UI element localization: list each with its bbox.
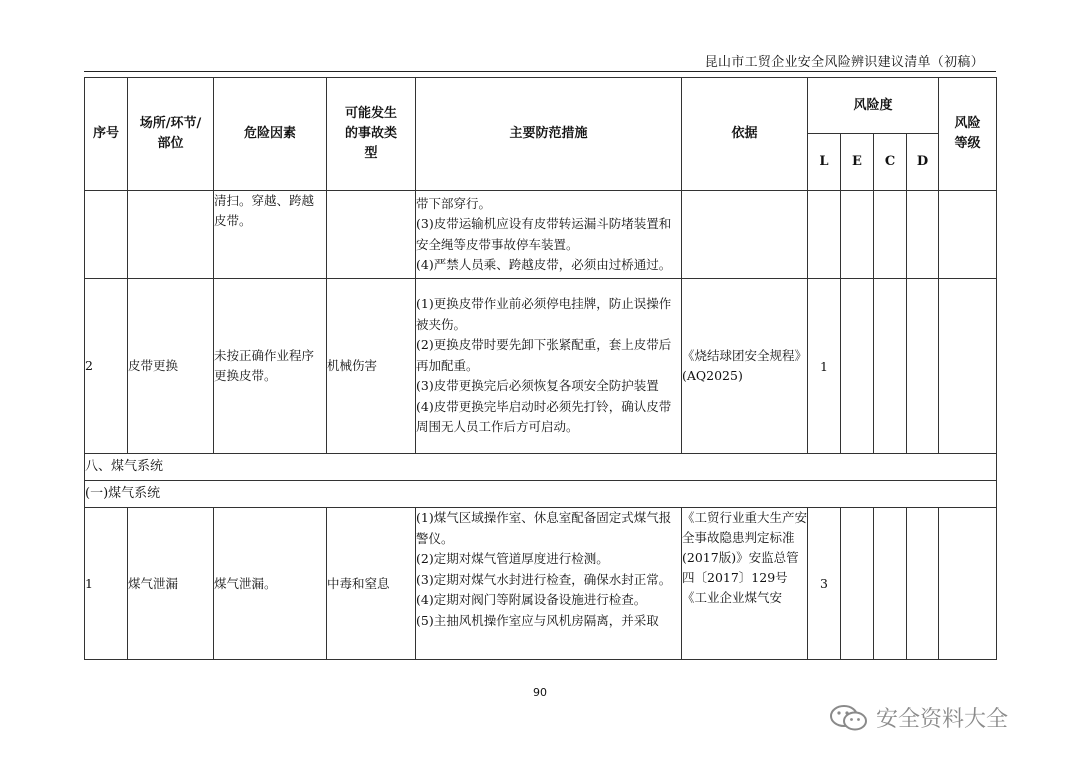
cell-seq: 2 xyxy=(85,279,128,454)
cell-E xyxy=(841,191,874,279)
measure-line: (1)更换皮带作业前必须停电挂牌，防止误操作被夹伤。 xyxy=(416,296,672,332)
cell-level xyxy=(939,508,997,660)
cell-measures xyxy=(416,508,682,660)
watermark-text: 安全资料大全 xyxy=(876,707,1009,732)
cell-seq: 1 xyxy=(85,508,128,660)
col-D-header: D xyxy=(907,134,939,191)
cell-L: 1 xyxy=(808,279,841,454)
col-level-header: 风险等级 xyxy=(939,78,997,191)
cell-location: 煤气泄漏 xyxy=(128,508,214,660)
col-C-header: C xyxy=(874,134,907,191)
cell-hazard: 清扫。穿越、跨越皮带。 xyxy=(214,191,327,279)
cell-measures xyxy=(416,191,682,279)
cell-level xyxy=(939,191,997,279)
cell-hazard: 未按正确作业程序更换皮带。 xyxy=(214,279,327,454)
col-risk-degree-header: 风险度 xyxy=(808,78,939,134)
section-heading: 八、煤气系统 xyxy=(85,454,997,481)
cell-L xyxy=(808,191,841,279)
measure-line: (4)定期对阀门等附属设备设施进行检查。 xyxy=(416,592,647,607)
wechat-icon xyxy=(828,703,870,733)
cell-L: 3 xyxy=(808,508,841,660)
section-row xyxy=(85,454,997,481)
measure-line: (3)皮带更换完后必须恢复各项安全防护装置 xyxy=(416,378,659,394)
header-row xyxy=(85,78,997,134)
cell-basis xyxy=(682,191,808,279)
cell-E xyxy=(841,508,874,660)
measure-line: (3)定期对煤气水封进行检查，确保水封正常。 xyxy=(416,571,672,587)
table-row xyxy=(85,508,997,660)
risk-table xyxy=(84,77,997,660)
cell-accident xyxy=(327,191,416,279)
document-header-title: 昆山市工贸企业安全风险辨识建议清单（初稿） xyxy=(704,55,984,70)
cell-basis: 《烧结球团安全规程》(AQ2025) xyxy=(682,279,808,454)
cell-D xyxy=(907,191,939,279)
measure-line: 带下部穿行。 xyxy=(416,195,492,211)
table-row xyxy=(85,191,997,279)
cell-D xyxy=(907,279,939,454)
measure-line: (5)主抽风机操作室应与风机房隔离，并采取 xyxy=(416,612,659,628)
cell-accident: 中毒和窒息 xyxy=(327,508,416,660)
col-L-header: L xyxy=(808,134,841,191)
cell-accident: 机械伤害 xyxy=(327,279,416,454)
cell-level xyxy=(939,279,997,454)
cell-C xyxy=(874,279,907,454)
measure-line: (4)严禁人员乘、跨越皮带，必须由过桥通过。 xyxy=(416,257,672,272)
measure-line: (3)皮带运输机应设有皮带转运漏斗防堵装置和安全绳等皮带事故停车装置。 xyxy=(416,216,672,252)
header-rule xyxy=(84,71,996,72)
watermark xyxy=(828,702,1008,733)
col-seq-header: 序号 xyxy=(85,78,128,191)
cell-E xyxy=(841,279,874,454)
cell-D xyxy=(907,508,939,660)
cell-C xyxy=(874,508,907,660)
cell-basis: 《工贸行业重大生产安全事故隐患判定标准(2017版)》安监总管四〔2017〕129号 《工业企业煤气安 xyxy=(682,508,808,660)
cell-hazard: 煤气泄漏。 xyxy=(214,508,327,660)
cell-measures xyxy=(416,279,682,454)
col-accident-header: 可能发生的事故类型 xyxy=(327,78,416,191)
table-row xyxy=(85,279,997,454)
cell-location xyxy=(128,191,214,279)
page-number: 90 xyxy=(533,686,547,699)
measure-line: (2)定期对煤气管道厚度进行检测。 xyxy=(416,551,609,566)
cell-seq xyxy=(85,191,128,279)
subsection-heading: (一)煤气系统 xyxy=(85,481,997,508)
measure-line: (1)煤气区域操作室、休息室配备固定式煤气报警仪。 xyxy=(416,510,672,546)
measure-line: (2)更换皮带时要先卸下张紧配重，套上皮带后再加配重。 xyxy=(416,337,672,373)
col-hazard-header: 危险因素 xyxy=(214,78,327,191)
subsection-row xyxy=(85,481,997,508)
col-measures-header: 主要防范措施 xyxy=(416,78,682,191)
col-basis-header: 依据 xyxy=(682,78,808,191)
measure-line: (4)皮带更换完毕启动时必须先打铃，确认皮带周围无人员工作后方可启动。 xyxy=(416,398,672,435)
cell-C xyxy=(874,191,907,279)
col-E-header: E xyxy=(841,134,874,191)
cell-location: 皮带更换 xyxy=(128,279,214,454)
col-location-header: 场所/环节/部位 xyxy=(128,78,214,191)
